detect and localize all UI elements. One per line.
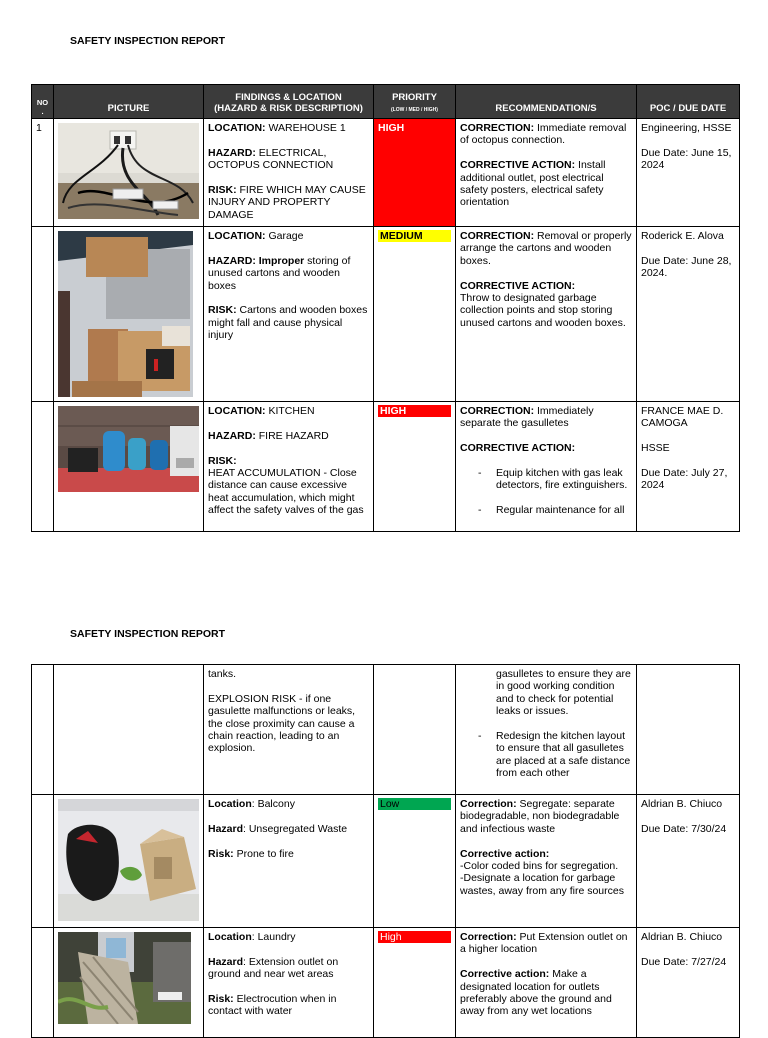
- priority-cell: [374, 928, 456, 1038]
- header-picture: PICTURE: [54, 85, 204, 119]
- poc-cell: Aldrian B. Chiuco Due Date: 7/27/24: [637, 928, 740, 1038]
- garage-cartons-photo: [58, 231, 193, 397]
- table-row: [32, 665, 740, 795]
- picture-cell: [54, 119, 204, 227]
- priority-cell: [374, 665, 456, 795]
- list-item: - Equip kitchen with gas leak detectors, fire extinguishers.: [460, 467, 632, 492]
- recommendation-cell: gasulletes to ensure they are in good working condition and to check for potential leaks or issues. - Redesign the kitchen layout to ensure that all gasulletes are placed at a safe distance from each other: [456, 665, 637, 795]
- picture-cell: [54, 928, 204, 1038]
- table-row: [32, 119, 740, 227]
- header-no: NO .: [32, 85, 54, 119]
- header-findings: FINDINGS & LOCATION (HAZARD & RISK DESCRIPTION): [204, 85, 374, 119]
- header-poc: POC / DUE DATE: [637, 85, 740, 119]
- table-row: [32, 402, 740, 532]
- recommendation-cell: Correction: Segregate: separate biodegradable, non biodegradable and infectious waste Corrective action: -Color coded bins for segregation. -Designate a location for garbage wastes, away from any fire sources: [456, 795, 637, 928]
- priority-badge: High: [378, 931, 451, 943]
- findings-cell: Location: Laundry Hazard: Extension outlet on ground and near wet areas Risk: Electrocution when in contact with water: [204, 928, 374, 1038]
- recommendation-cell: Correction: Put Extension outlet on a higher location Corrective action: Make a designated location for outlets preferably above the ground and away from any wet locations: [456, 928, 637, 1038]
- priority-badge: HIGH: [378, 405, 451, 417]
- kitchen-gasulletes-photo: [58, 406, 199, 492]
- findings-cell: LOCATION: Garage HAZARD: Improper storing of unused cartons and wooden boxes RISK: Cartons and wooden boxes might fall and cause physical injury: [204, 227, 374, 402]
- picture-cell: [54, 402, 204, 532]
- priority-badge: HIGH: [378, 122, 405, 134]
- report-title: SAFETY INSPECTION REPORT: [70, 35, 225, 47]
- poc-cell: Aldrian B. Chiuco Due Date: 7/30/24: [637, 795, 740, 928]
- balcony-waste-photo: [58, 799, 199, 921]
- inspection-table-1: [31, 84, 740, 532]
- header-priority: PRIORITY (LOW / MED / HIGH): [374, 85, 456, 119]
- row-number: [32, 402, 54, 532]
- findings-cell: Location: Balcony Hazard: Unsegregated Waste Risk: Prone to fire: [204, 795, 374, 928]
- header-recommendation: RECOMMENDATION/S: [456, 85, 637, 119]
- inspection-table-2: [31, 664, 740, 1038]
- list-item: - Redesign the kitchen layout to ensure that all gasulletes are placed at a safe distance from each other: [460, 730, 632, 780]
- recommendation-cell: CORRECTION: Removal or properly arrange the cartons and wooden boxes. CORRECTIVE ACTION: Throw to designated garbage collection points and stop storing unused cartons and wooden boxes.: [456, 227, 637, 402]
- laundry-outlet-photo: [58, 932, 191, 1024]
- priority-cell: [374, 402, 456, 532]
- table-row: [32, 795, 740, 928]
- priority-badge: Low: [378, 798, 451, 810]
- row-number: [32, 227, 54, 402]
- picture-cell: [54, 795, 204, 928]
- row-number: [32, 795, 54, 928]
- picture-cell: [54, 665, 204, 795]
- poc-cell: FRANCE MAE D. CAMOGA HSSE Due Date: July 27, 2024: [637, 402, 740, 532]
- list-item: - Regular maintenance for all: [460, 504, 632, 516]
- findings-cell: tanks. EXPLOSION RISK - if one gasulette malfunctions or leaks, the close proximity can cause a chain reaction, leading to an explosion.: [204, 665, 374, 795]
- table-header-row: [32, 85, 740, 119]
- row-number: 1: [32, 119, 54, 227]
- recommendation-cell: CORRECTION: Immediate removal of octopus connection. CORRECTIVE ACTION: Install additional outlet, post electrical safety posters, electrical safety orientation: [456, 119, 637, 227]
- priority-badge: MEDIUM: [378, 230, 451, 242]
- table-row: [32, 928, 740, 1038]
- row-number: [32, 665, 54, 795]
- poc-cell: [637, 665, 740, 795]
- poc-cell: Engineering, HSSE Due Date: June 15, 2024: [637, 119, 740, 227]
- recommendation-cell: CORRECTION: Immediately separate the gasulletes CORRECTIVE ACTION: - Equip kitchen with gas leak detectors, fire extinguishers. - Regular maintenance for all: [456, 402, 637, 532]
- octopus-connection-photo: [58, 123, 199, 219]
- priority-cell: [374, 119, 456, 227]
- findings-cell: LOCATION: KITCHEN HAZARD: FIRE HAZARD RISK: HEAT ACCUMULATION - Close distance can cause excessive heat accumulation, which might affect the safety valves of the gas: [204, 402, 374, 532]
- row-number: [32, 928, 54, 1038]
- report-title: SAFETY INSPECTION REPORT: [70, 628, 225, 640]
- poc-cell: Roderick E. Alova Due Date: June 28, 2024.: [637, 227, 740, 402]
- priority-cell: [374, 795, 456, 928]
- priority-cell: [374, 227, 456, 402]
- findings-cell: LOCATION: WAREHOUSE 1 HAZARD: ELECTRICAL, OCTOPUS CONNECTION RISK: FIRE WHICH MAY CAUSE INJURY AND PROPERTY DAMAGE: [204, 119, 374, 227]
- table-row: [32, 227, 740, 402]
- picture-cell: [54, 227, 204, 402]
